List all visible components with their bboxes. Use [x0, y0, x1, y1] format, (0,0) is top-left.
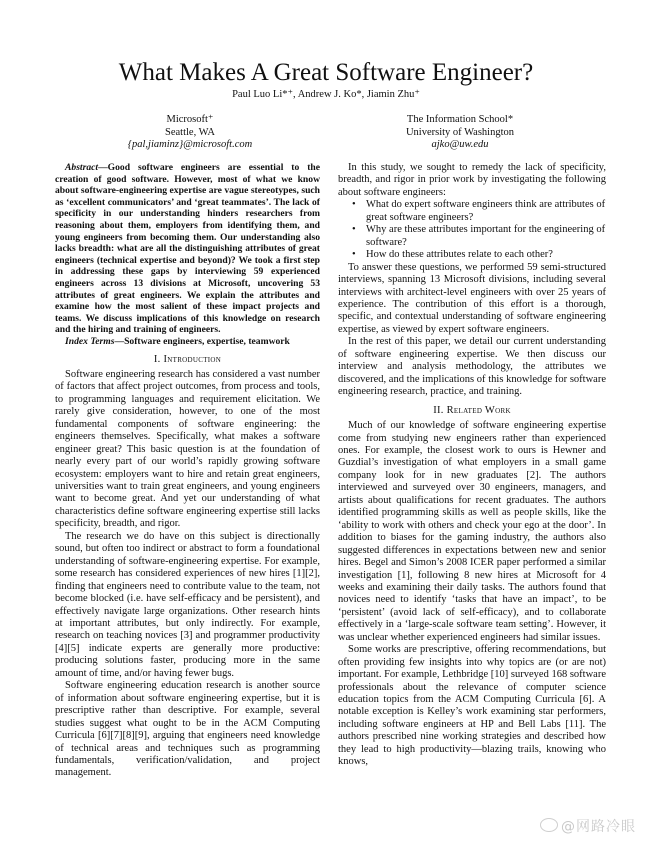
index-terms	[55, 336, 320, 348]
section-heading-related-work: II. Related Work	[433, 404, 511, 416]
paper-title: What Makes A Great Software Engineer?	[118, 59, 534, 86]
left-column	[55, 162, 320, 780]
paragraph: Some works are prescriptive, offering recommendations, but often providing few insights into why topics are (or are not) important. For example, Lethbridge [10] surveyed 168 software professionals about the relevance of computer science education topics from the ACM Computing Curricula [6]. A notable exception is Kelley’s work examining star performers, including software engineers at HP and Bell Labs [11]. The authors prescribed nine working strategies and described how they lead to high productivity—blazing trails, knowing who knows,	[338, 644, 606, 768]
list-item-text: What do expert software engineers think are attributes of great software engineers?	[366, 199, 606, 223]
affiliation-org: Microsoft⁺	[166, 114, 214, 125]
list-item-text: Why are these attributes important for the engineering of software?	[366, 224, 606, 248]
list-item	[352, 249, 606, 261]
affiliation-org: The Information School*	[406, 114, 514, 125]
list-item-text: How do these attributes relate to each other?	[366, 249, 553, 261]
index-terms-lead: Index Terms	[65, 335, 115, 347]
abstract	[55, 162, 320, 336]
index-terms-text: —Software engineers, expertise, teamwork	[114, 335, 290, 347]
watermark	[540, 816, 636, 836]
bullet-icon: •	[352, 249, 356, 261]
affiliation-uw	[340, 114, 580, 152]
paragraph: In this study, we sought to remedy the lack of specificity, breadth, and rigor in prior work by investigating the following about software engineers:	[338, 162, 606, 198]
weibo-icon	[540, 818, 558, 832]
affiliation-city: Seattle, WA	[165, 126, 215, 138]
author-list: Paul Luo Li*⁺, Andrew J. Ko*, Jiamin Zhu⁺	[232, 89, 420, 100]
paragraph: The research we do have on this subject is directionally sound, but often too indirect or abstract to form a foundational understanding of software-engineering expertise. For example, some research has considered experiences of new hires [1][2], finding that engineers need to contribute value to the team, not become blocked (i.e. have self-efficacy and be persistent), and effectively navigate large organizations. Other research hints at important attributes, but only indirectly. For example, research on teaching novices [3] and programmer productivity [4][5] indicate experts are generally more productive: producing solutions faster, producing more in the same amount of time, and/or having fewer bugs.	[55, 530, 320, 679]
abstract-text: —Good software engineers are essential to the creation of good software. However, most of what we know about software-engineering expertise are vague stereotypes, such as ‘excellent communicators’ and ‘great teammates’. The lack of specificity in our understanding hinders researchers from reasoning about them, employers from identifying them, and young engineers from becoming them. Our understanding also lacks breadth: what are all the distinguishing attributes of great engineers (technical expertise and beyond)? We took a first step in addressing these gaps by interviewing 59 experienced engineers across 13 divisions at Microsoft, uncovering 53 attributes of great engineers. We explain the attributes and examine how the most salient of these impact projects and teams. We discuss implications of this knowledge on research and the hiring and training of engineers.	[55, 162, 320, 336]
affiliation-microsoft	[70, 114, 310, 152]
affiliation-email: ajko@uw.edu	[431, 139, 489, 150]
affiliation-city: University of Washington	[405, 126, 515, 138]
paragraph: In the rest of this paper, we detail our current understanding of software engineering expertise. We then discuss our interview and analysis methodology, the attributes we discovered, and the implications of this knowledge for software engineering research, practice, and training.	[338, 336, 606, 398]
right-column	[338, 162, 606, 769]
watermark-text: @网路冷眼	[561, 819, 636, 835]
research-questions-list	[338, 199, 606, 261]
paragraph: Software engineering research has considered a vast number of factors that affect project outcomes, from process and tools, to programming languages and requirement elicitation. We rarely give consideration, however, to one of the most fundamental components of software engineering: the engineers themselves. Specifically, what makes a software engineer great? This basic question is at the foundation of nearly every part of our world’s rapidly growing software ecosystem: employers want to hire and retain great engineers, universities want to train great engineers, and young engineers want to become great. And yet our understanding of what characteristics define software engineering expertise still lacks specificity, breadth, and rigor.	[55, 368, 320, 530]
paragraph: Software engineering education research is another source of information about software engineering expertise, but it is prescriptive rather than descriptive. For example, several studies suggest what ought to be in the ACM Computing Curricula [6][7][8][9], arguing that engineers need knowledge of technical areas and techniques such as programming fundamentals, verification/validation, and project management.	[55, 680, 320, 779]
affiliation-email: {pal,jiaminz}@microsoft.com	[127, 139, 253, 150]
section-heading-introduction: I. Introduction	[153, 353, 222, 365]
list-item	[352, 199, 606, 224]
abstract-lead: Abstract	[65, 162, 99, 173]
bullet-icon: •	[352, 199, 356, 211]
bullet-icon: •	[352, 224, 356, 236]
list-item	[352, 224, 606, 249]
paragraph: Much of our knowledge of software engineering expertise come from studying new engineers rather than experienced ones. For example, the closest work to ours is Hewner and Guzdial’s investigation of what employers in a small game company look for in new graduates [2]. The authors interviewed and surveyed over 30 engineers, managers, and artists about qualifications for recent graduates. The authors identified programming skills as well as people skills, like the ‘ability to work with others and check your ego at the door’. In addition to biases for the gaming industry, the authors also suggested differences in expectations between new and senior hires. Begel and Simon’s 2008 ICER paper performed a similar investigation [1], following 8 new hires at Microsoft for 4 weeks and examining their daily tasks. The authors found that novices need to identify ‘tasks that have an impact’, to be ‘persistent’ (avoid lack of self-efficacy), and to collaborate effectively in a ‘large-scale software team setting’. However, it was unclear whether experienced engineers had similar issues.	[338, 420, 606, 643]
paragraph: To answer these questions, we performed 59 semi-structured interviews, spanning 13 Microsoft divisions, including several interviews with architect-level engineers with over 25 years of experience. The contribution of this effort is a thorough, specific, and contextual understanding of software engineering expertise, as viewed by expert software engineers.	[338, 261, 606, 335]
